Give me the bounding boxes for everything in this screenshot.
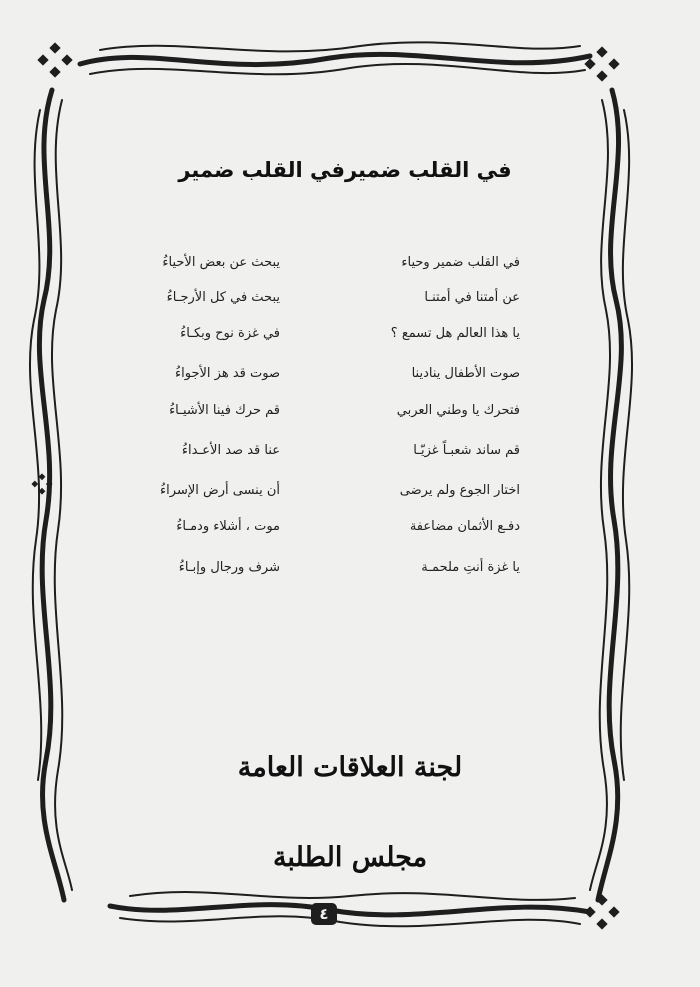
verse-line <box>140 519 540 543</box>
verse-line <box>140 443 540 467</box>
verse-second-half: موت ، أشلاء ودمـاءُ <box>176 519 280 534</box>
verse-line <box>140 560 540 584</box>
verse-first-half: يا غزة أنتِ ملحمـة <box>421 560 520 575</box>
verse-first-half: قم ساند شعبـاً غزيّـا <box>413 443 520 458</box>
verse-first-half: في القلب ضمير وحياء <box>401 255 520 270</box>
verse-line <box>140 255 540 279</box>
page-number: ٤ <box>311 903 337 925</box>
verse-line <box>140 290 540 314</box>
verse-first-half: اختار الجوع ولم يرضى <box>399 483 520 498</box>
verse-first-half: يا هذا العالم هل تسمع ؟ <box>390 326 520 341</box>
poem-title: في القلب ضميرفي القلب ضمير <box>178 158 512 182</box>
verse-second-half: عنا قد صد الأعـداءُ <box>181 443 280 458</box>
verse-second-half: شرف ورجال وإبـاءُ <box>178 560 280 575</box>
verse-line <box>140 366 540 390</box>
verse-second-half: قم حرك فينا الأشيـاءُ <box>169 403 280 418</box>
verse-first-half: صوت الأطفال ينادينا <box>411 366 520 381</box>
verse-second-half: يبحث عن بعض الأحياءُ <box>162 255 280 270</box>
verse-second-half: يبحث في كل الأرجـاءُ <box>166 290 280 305</box>
verse-second-half: صوت قد هز الأجواءُ <box>175 366 280 381</box>
verse-second-half: في غزة نوح وبكـاءُ <box>180 326 280 341</box>
verse-first-half: دفـع الأثمان مضاعفة <box>409 519 520 534</box>
verse-line <box>140 483 540 507</box>
verse-line <box>140 403 540 427</box>
verse-line <box>140 326 540 350</box>
council-signature: مجلس الطلبة <box>272 842 428 873</box>
verse-second-half: أن ينسى أرض الإسراءُ <box>160 483 280 498</box>
verse-first-half: فتحرك يا وطني العربي <box>396 403 520 418</box>
committee-signature: لجنة العلاقات العامة <box>237 752 463 783</box>
verse-first-half: عن أمتنا في أمتنـا <box>424 290 520 305</box>
